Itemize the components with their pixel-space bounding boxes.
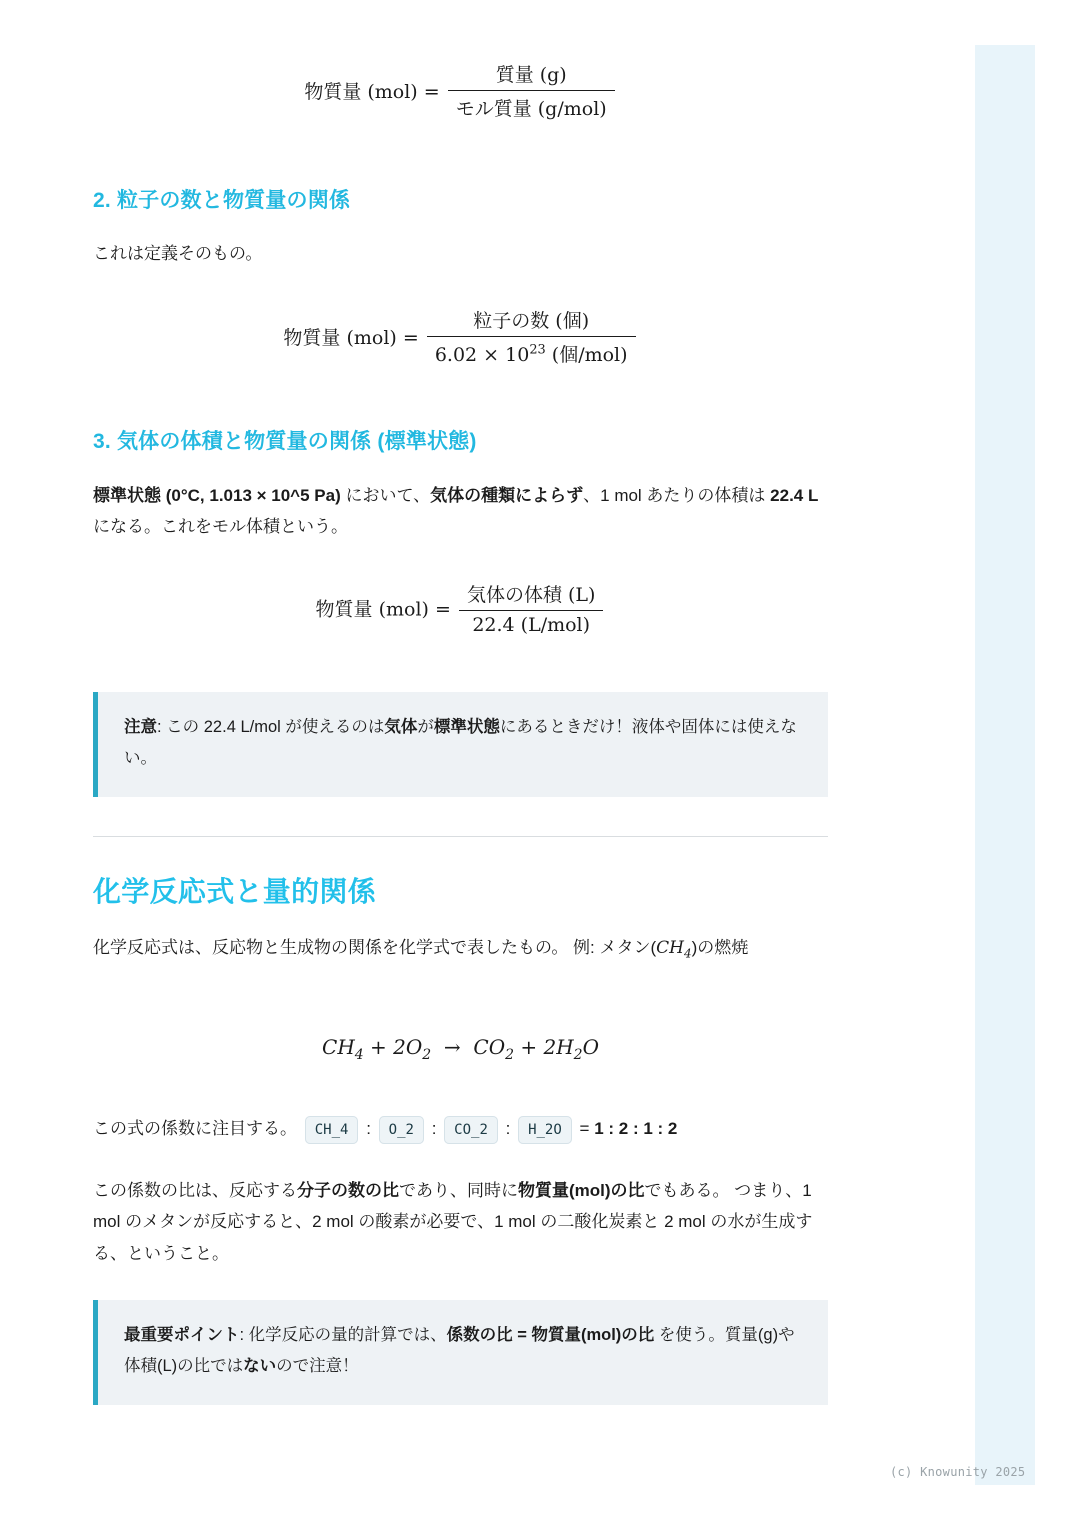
formula-particles	[93, 306, 828, 367]
expl-t2: であり、同時に	[399, 1181, 518, 1200]
callout-key-t2: を使う。質量(g)や体積(L)の比では	[124, 1326, 795, 1376]
callout-key-b1: 係数の比 = 物質量(mol)の比	[446, 1326, 655, 1344]
section-2-heading-wrap	[93, 184, 828, 214]
molar-volume-bold: 22.4 L	[770, 486, 819, 505]
callout-caution-b1: 気体	[384, 718, 418, 736]
coefficients-lead: この式の係数に注目する。	[93, 1119, 297, 1138]
page-right-rail	[975, 45, 1035, 1485]
callout-caution-text	[124, 712, 802, 775]
chip-o2[interactable]: O_2	[379, 1116, 424, 1144]
formula-2-den-base: 6.02 × 10	[434, 344, 530, 366]
section-3-paragraph	[93, 480, 828, 543]
callout-caution-t2: が	[417, 718, 434, 736]
section-4-heading-wrap	[93, 870, 828, 910]
formula-1-numerator: 質量 (g)	[448, 60, 615, 91]
formula-2-den-exponent: 23	[529, 342, 546, 358]
intro-var-main: CH	[656, 938, 684, 958]
intro-formula-ch4	[656, 938, 692, 961]
formula-2-fraction	[427, 306, 636, 367]
formula-1-lhs: 物質量 (mol) =	[304, 81, 440, 103]
std-state-bold: 標準状態 (0°C, 1.013 × 10^5 Pa)	[93, 486, 341, 505]
chip-equals: =	[579, 1119, 590, 1138]
formula-mass-molarmass	[93, 60, 828, 121]
intro-var-sub: 4	[684, 946, 692, 961]
formula-3-numerator: 気体の体積 (L)	[459, 580, 603, 611]
callout-key-point	[93, 1300, 828, 1405]
section-4-explanation	[93, 1175, 828, 1269]
formula-3-denominator: 22.4 (L/mol)	[472, 614, 591, 636]
intro-t2: )の燃焼	[691, 938, 749, 957]
chemical-equation-wrap	[93, 1035, 828, 1063]
std-state-t3: になる。これをモル体積という。	[93, 517, 348, 537]
section-4-heading: 化学反応式と量的関係	[93, 876, 377, 907]
section-4-intro	[93, 932, 828, 964]
chip-separator-1: :	[366, 1119, 371, 1138]
section-3-heading-wrap	[93, 425, 828, 455]
chip-co2[interactable]: CO_2	[444, 1116, 498, 1144]
formula-1-denominator: モル質量 (g/mol)	[455, 98, 607, 120]
intro-t1: 化学反応式は、反応物と生成物の関係を化学式で表したもの。 例: メタン(	[93, 938, 657, 957]
std-state-t2: 、1 mol あたりの体積は	[583, 486, 771, 505]
gas-type-bold: 気体の種類によらず	[430, 486, 584, 505]
expl-b1: 分子の数の比	[297, 1181, 399, 1200]
copyright-footer: (c) Knowunity 2025	[890, 1465, 1026, 1479]
coefficients-line-wrap	[93, 1110, 828, 1147]
callout-key-t3: ので注意！	[276, 1357, 359, 1376]
chip-separator-2: :	[431, 1119, 437, 1138]
expl-t1: この係数の比は、反応する	[93, 1181, 297, 1200]
callout-key-b2: ない	[243, 1357, 277, 1376]
std-state-t1: において、	[340, 486, 431, 505]
formula-2-lhs: 物質量 (mol) =	[283, 327, 419, 349]
chip-ch4[interactable]: CH_4	[305, 1116, 359, 1144]
callout-caution-t3: にあるときだけ！液体や固体には使えない。	[124, 718, 797, 768]
formula-2-den-tail: (個/mol)	[545, 344, 628, 366]
callout-key-point-text	[124, 1320, 802, 1383]
formula-2-numerator: 粒子の数 (個)	[427, 306, 636, 337]
coefficients-line	[93, 1110, 828, 1147]
chip-h2o[interactable]: H_2O	[518, 1116, 572, 1144]
section-divider-wrap	[93, 836, 828, 837]
expl-t3: でもある。 つまり、1 mol のメタンが反応すると、2 mol の酸素が必要で、1 mol の二酸化炭素と 2 mol の水が生成する、ということ。	[93, 1181, 813, 1263]
callout-caution	[93, 692, 828, 797]
coefficient-ratio: 1 : 2 : 1 : 2	[594, 1119, 678, 1138]
chemical-equation: $CH_4 + 2O_2 \to CO_2 + 2H_2O$	[322, 1035, 599, 1063]
formula-3-fraction	[459, 580, 603, 636]
expl-b2: 物質量(mol)の比	[518, 1181, 645, 1200]
section-3-heading: 3. 気体の体積と物質量の関係 (標準状態)	[93, 430, 477, 453]
chip-separator-3: :	[505, 1119, 511, 1138]
formula-3-lhs: 物質量 (mol) =	[315, 598, 451, 621]
section-2-heading: 2. 粒子の数と物質量の関係	[93, 189, 351, 212]
section-4-explanation-wrap	[93, 1175, 828, 1269]
callout-caution-label: 注意	[124, 718, 157, 736]
section-divider	[93, 836, 828, 837]
formula-1-fraction	[448, 60, 615, 121]
formula-gas-volume	[93, 580, 828, 636]
formula-2-denominator	[427, 337, 636, 367]
callout-key-t1: : 化学反応の量的計算では、	[239, 1326, 447, 1344]
callout-key-point-label: 最重要ポイント	[124, 1326, 240, 1344]
section-2-paragraph-wrap	[93, 238, 828, 269]
section-3-paragraph-wrap	[93, 480, 828, 543]
callout-caution-t1: : この 22.4 L/mol が使えるのは	[157, 718, 385, 736]
section-2-paragraph: これは定義そのもの。	[93, 244, 263, 263]
section-4-intro-wrap	[93, 932, 828, 964]
callout-caution-b2: 標準状態	[433, 718, 500, 736]
